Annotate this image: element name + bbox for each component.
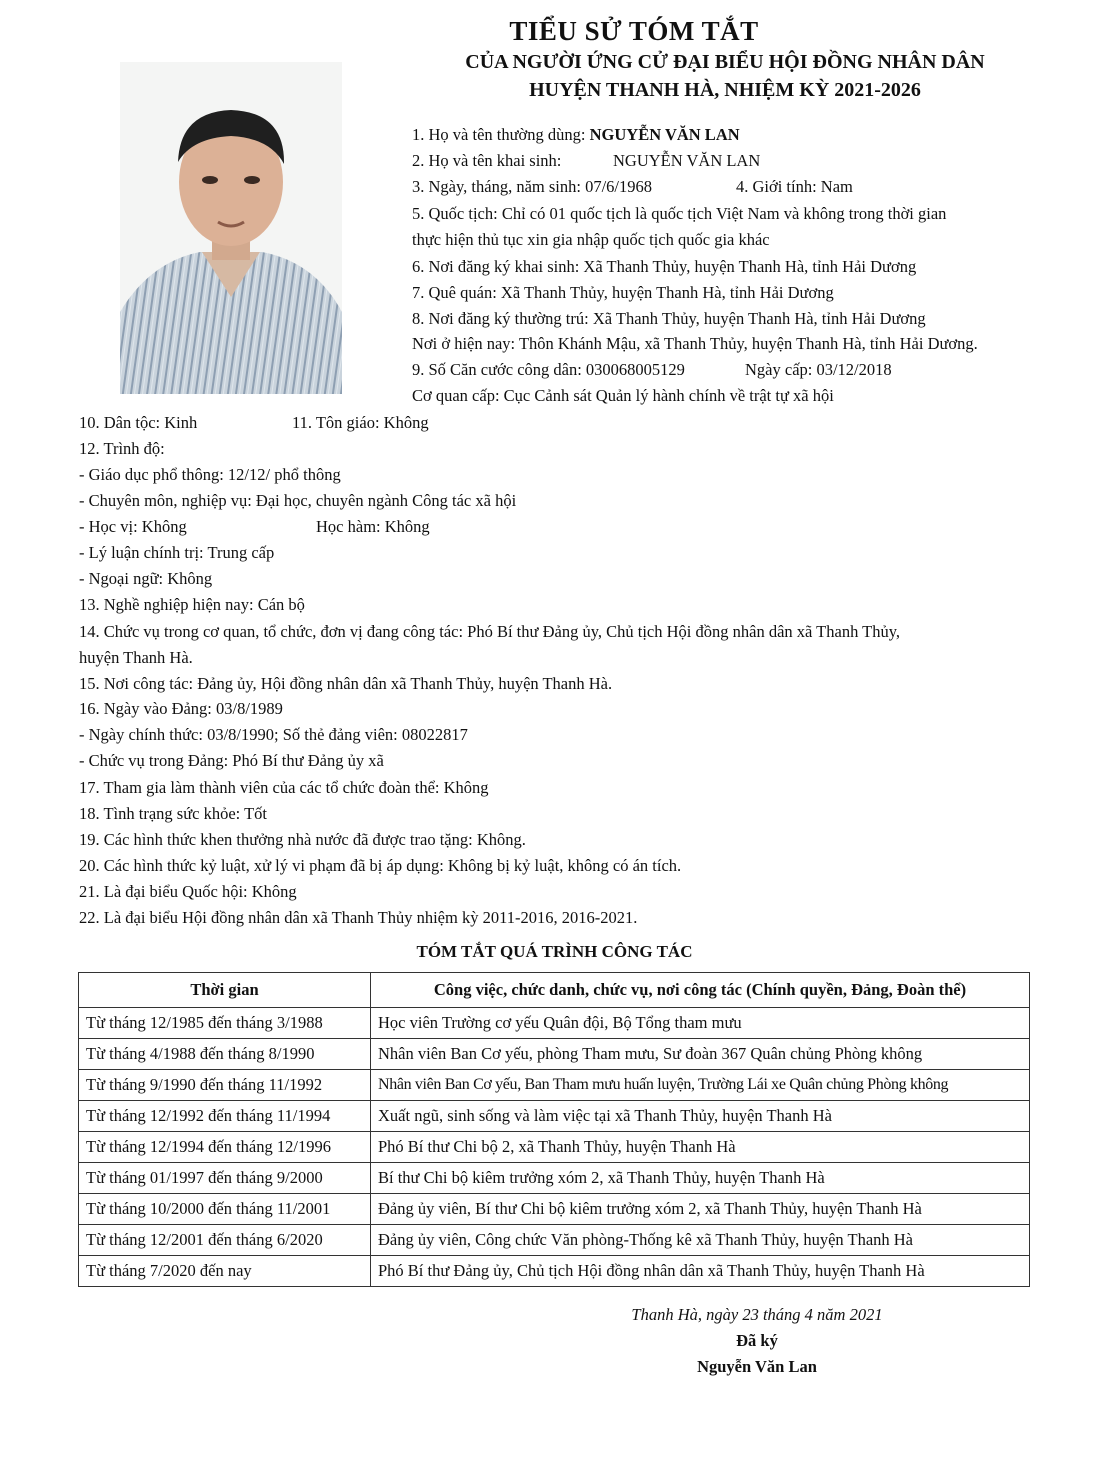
job-cell: Nhân viên Ban Cơ yếu, phòng Tham mưu, Sư đoàn 367 Quân chủng Phòng không <box>371 1039 1030 1070</box>
time-cell: Từ tháng 12/2001 đến tháng 6/2020 <box>79 1225 371 1256</box>
table-header-row <box>79 973 1030 1008</box>
info-id-issue-date: Ngày cấp: 03/12/2018 <box>745 360 892 379</box>
document-subtitle-line2: HUYỆN THANH HÀ, NHIỆM KỲ 2021-2026 <box>529 79 921 101</box>
work-history-title: TÓM TẮT QUÁ TRÌNH CÔNG TÁC <box>416 942 693 961</box>
time-cell: Từ tháng 12/1992 đến tháng 11/1994 <box>79 1101 371 1132</box>
info-degree: - Học vị: Không <box>79 517 187 536</box>
table-row <box>79 1194 1030 1225</box>
job-cell: Phó Bí thư Đảng ủy, Chủ tịch Hội đồng nhân dân xã Thanh Thủy, huyện Thanh Hà <box>371 1256 1030 1287</box>
info-general-education: - Giáo dục phổ thông: 12/12/ phổ thông <box>79 465 341 484</box>
info-nationality-cont: thực hiện thủ tục xin gia nhập quốc tịch quốc gia khác <box>412 230 770 249</box>
info-birth-name-value: NGUYỄN VĂN LAN <box>613 151 761 170</box>
info-education-heading: 12. Trình độ: <box>79 439 165 458</box>
info-permanent-residence: 8. Nơi đăng ký thường trú: Xã Thanh Thủy, huyện Thanh Hà, tỉnh Hải Dương <box>412 309 926 328</box>
info-nationality: 5. Quốc tịch: Chỉ có 01 quốc tịch là quốc tịch Việt Nam và không trong thời gian <box>412 204 947 223</box>
info-political-theory: - Lý luận chính trị: Trung cấp <box>79 543 275 562</box>
info-party-join-date: 16. Ngày vào Đảng: 03/8/1989 <box>79 699 283 718</box>
full-name-label: 1. Họ và tên thường dùng: <box>412 125 586 144</box>
table-row <box>79 1132 1030 1163</box>
portrait-photo <box>120 62 342 394</box>
table-row <box>79 1256 1030 1287</box>
job-cell: Xuất ngũ, sinh sống và làm việc tại xã Thanh Thủy, huyện Thanh Hà <box>371 1101 1030 1132</box>
signature-name: Nguyễn Văn Lan <box>697 1357 817 1376</box>
job-cell: Đảng ủy viên, Bí thư Chi bộ kiêm trưởng xóm 2, xã Thanh Thủy, huyện Thanh Hà <box>371 1194 1030 1225</box>
info-council-delegate: 22. Là đại biểu Hội đồng nhân dân xã Thanh Thủy nhiệm kỳ 2011-2016, 2016-2021. <box>79 908 638 927</box>
info-party-official-date: - Ngày chính thức: 03/8/1990; Số thẻ đảng viên: 08022817 <box>79 725 468 744</box>
work-history-table <box>78 972 1030 1287</box>
info-specialty: - Chuyên môn, nghiệp vụ: Đại học, chuyên ngành Công tác xã hội <box>79 491 517 510</box>
column-header-job: Công việc, chức danh, chức vụ, nơi công tác (Chính quyền, Đảng, Đoàn thể) <box>371 973 1030 1008</box>
info-national-assembly: 21. Là đại biểu Quốc hội: Không <box>79 882 297 901</box>
info-birth-name-label: 2. Họ và tên khai sinh: <box>412 151 562 170</box>
time-cell: Từ tháng 12/1985 đến tháng 3/1988 <box>79 1008 371 1039</box>
info-religion: 11. Tôn giáo: Không <box>292 413 429 432</box>
document-subtitle-line1: CỦA NGƯỜI ỨNG CỬ ĐẠI BIỂU HỘI ĐỒNG NHÂN DÂN <box>465 51 985 73</box>
info-organizations: 17. Tham gia làm thành viên của các tổ chức đoàn thể: Không <box>79 778 489 797</box>
table-row <box>79 1070 1030 1101</box>
info-awards: 19. Các hình thức khen thưởng nhà nước đã được trao tặng: Không. <box>79 830 526 849</box>
info-discipline: 20. Các hình thức kỷ luật, xử lý vi phạm đã bị áp dụng: Không bị kỷ luật, không có án tích. <box>79 856 682 875</box>
table-row <box>79 1101 1030 1132</box>
info-health: 18. Tình trạng sức khỏe: Tốt <box>79 804 267 823</box>
info-birth-date: 3. Ngày, tháng, năm sinh: 07/6/1968 <box>412 177 652 196</box>
job-cell: Học viên Trường cơ yếu Quân đội, Bộ Tổng tham mưu <box>371 1008 1030 1039</box>
table-row <box>79 1225 1030 1256</box>
info-workplace: 15. Nơi công tác: Đảng ủy, Hội đồng nhân dân xã Thanh Thủy, huyện Thanh Hà. <box>79 674 613 693</box>
info-position: 14. Chức vụ trong cơ quan, tổ chức, đơn vị đang công tác: Phó Bí thư Đảng ủy, Chủ tịch Hội đồng nhân dân xã Thanh Thủy, <box>79 622 901 641</box>
job-cell: Phó Bí thư Chi bộ 2, xã Thanh Thủy, huyện Thanh Hà <box>371 1132 1030 1163</box>
job-cell: Nhân viên Ban Cơ yếu, Ban Tham mưu huấn luyện, Trường Lái xe Quân chủng Phòng không <box>371 1070 1030 1101</box>
info-position-cont: huyện Thanh Hà. <box>79 648 193 667</box>
info-birth-registration: 6. Nơi đăng ký khai sinh: Xã Thanh Thủy, huyện Thanh Hà, tỉnh Hải Dương <box>412 257 917 276</box>
info-ethnicity: 10. Dân tộc: Kinh <box>79 413 198 432</box>
info-id-issuer: Cơ quan cấp: Cục Cảnh sát Quản lý hành chính về trật tự xã hội <box>412 386 834 405</box>
table-row <box>79 1039 1030 1070</box>
signature-status: Đã ký <box>736 1331 778 1350</box>
info-full-name <box>412 125 740 145</box>
full-name-value: NGUYỄN VĂN LAN <box>589 125 740 144</box>
info-party-position: - Chức vụ trong Đảng: Phó Bí thư Đảng ủy xã <box>79 751 384 770</box>
info-current-residence: Nơi ở hiện nay: Thôn Khánh Mậu, xã Thanh Thủy, huyện Thanh Hà, tỉnh Hải Dương. <box>412 334 978 353</box>
job-cell: Bí thư Chi bộ kiêm trưởng xóm 2, xã Thanh Thủy, huyện Thanh Hà <box>371 1163 1030 1194</box>
time-cell: Từ tháng 7/2020 đến nay <box>79 1256 371 1287</box>
info-hometown: 7. Quê quán: Xã Thanh Thủy, huyện Thanh Hà, tỉnh Hải Dương <box>412 283 834 302</box>
signature-place-date: Thanh Hà, ngày 23 tháng 4 năm 2021 <box>631 1305 883 1324</box>
time-cell: Từ tháng 01/1997 đến tháng 9/2000 <box>79 1163 371 1194</box>
time-cell: Từ tháng 12/1994 đến tháng 12/1996 <box>79 1132 371 1163</box>
time-cell: Từ tháng 10/2000 đến tháng 11/2001 <box>79 1194 371 1225</box>
info-academic-title: Học hàm: Không <box>316 517 430 536</box>
column-header-time: Thời gian <box>79 973 371 1008</box>
table-row <box>79 1163 1030 1194</box>
info-foreign-language: - Ngoại ngữ: Không <box>79 569 213 588</box>
info-occupation: 13. Nghề nghiệp hiện nay: Cán bộ <box>79 595 305 614</box>
info-id-number: 9. Số Căn cước công dân: 030068005129 <box>412 360 685 379</box>
time-cell: Từ tháng 9/1990 đến tháng 11/1992 <box>79 1070 371 1101</box>
table-row <box>79 1008 1030 1039</box>
info-gender: 4. Giới tính: Nam <box>736 177 853 196</box>
document-title: TIỂU SỬ TÓM TẮT <box>509 16 759 46</box>
time-cell: Từ tháng 4/1988 đến tháng 8/1990 <box>79 1039 371 1070</box>
job-cell: Đảng ủy viên, Công chức Văn phòng-Thống kê xã Thanh Thủy, huyện Thanh Hà <box>371 1225 1030 1256</box>
